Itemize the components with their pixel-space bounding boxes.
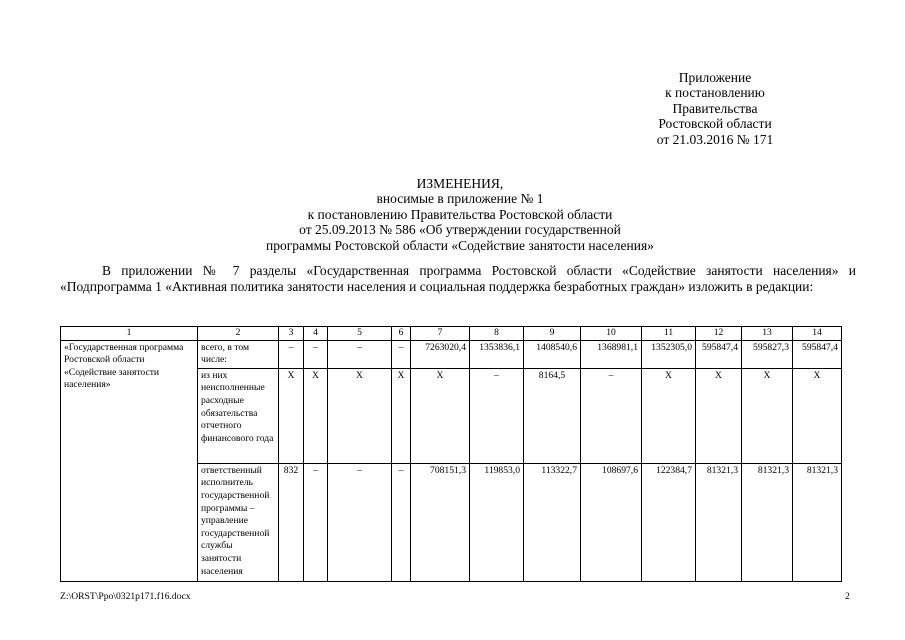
header-cell: 14	[793, 327, 842, 341]
value-cell: 1368981,1	[581, 340, 642, 368]
appendix-line: от 21.03.2016 № 171	[656, 131, 774, 147]
value-cell: X	[642, 368, 696, 463]
value-cell: –	[392, 463, 411, 581]
value-cell: X	[279, 368, 304, 463]
value-cell: 832	[279, 463, 304, 581]
document-title	[0, 176, 905, 253]
row-label-cell: всего, в том числе:	[198, 340, 279, 368]
appendix-line: к постановлению	[665, 85, 765, 101]
header-cell: 10	[581, 327, 642, 341]
header-cell: 9	[524, 327, 581, 341]
appendix-line: Правительства	[672, 100, 758, 116]
value-cell: –	[328, 463, 392, 581]
value-cell: X	[793, 368, 842, 463]
title-line: вносимые в приложение № 1	[376, 191, 544, 207]
value-cell: 8164,5	[524, 368, 581, 463]
value-cell: 81321,3	[742, 463, 793, 581]
title-line: программы Ростовской области «Содействие занятости населения»	[266, 237, 654, 253]
header-cell: 3	[279, 327, 304, 341]
value-cell: 108697,6	[581, 463, 642, 581]
title-heading: ИЗМЕНЕНИЯ,	[416, 176, 504, 191]
value-cell: –	[279, 340, 304, 368]
value-cell: –	[470, 368, 524, 463]
table-header-row	[61, 327, 842, 341]
value-cell: 595827,3	[742, 340, 793, 368]
title-line: к постановлению Правительства Ростовской области	[307, 206, 613, 222]
value-cell: 1353836,1	[470, 340, 524, 368]
header-cell: 12	[696, 327, 742, 341]
value-cell: –	[304, 463, 328, 581]
value-cell: –	[392, 340, 411, 368]
value-cell: X	[411, 368, 470, 463]
intro-text: В приложении № 7 разделы «Государственная программа Ростовской области «Содействие занятости населения» и «Подпрограмма 1 «Активная политика занятости населения и социальная поддержка безработных граждан» изложить в редакции:	[60, 263, 856, 294]
value-cell: 122384,7	[642, 463, 696, 581]
value-cell: X	[328, 368, 392, 463]
header-cell: 11	[642, 327, 696, 341]
row-label-cell: ответственный исполнитель государственной программы – управление государственной службы занятости населения	[198, 463, 279, 581]
expenditure-table	[60, 326, 842, 582]
value-cell: X	[304, 368, 328, 463]
table-row	[61, 340, 842, 368]
value-cell: 708151,3	[411, 463, 470, 581]
value-cell: X	[696, 368, 742, 463]
value-cell: 113322,7	[524, 463, 581, 581]
value-cell: 1352305,0	[642, 340, 696, 368]
program-name-cell: «Государственная программа Ростовской области «Содействие занятости населения»	[61, 340, 198, 581]
header-cell: 4	[304, 327, 328, 341]
title-line: от 25.09.2013 № 586 «Об утверждении государственной	[299, 222, 621, 238]
header-cell: 2	[198, 327, 279, 341]
value-cell: 81321,3	[793, 463, 842, 581]
row-label-cell: из них неисполненные расходные обязательства отчетного финансового года	[198, 368, 279, 463]
appendix-line: Приложение	[678, 70, 752, 85]
header-cell: 7	[411, 327, 470, 341]
header-cell: 1	[61, 327, 198, 341]
header-cell: 8	[470, 327, 524, 341]
value-cell: –	[581, 368, 642, 463]
value-cell: X	[742, 368, 793, 463]
appendix-line: Ростовской области	[658, 116, 772, 132]
value-cell: 7263020,4	[411, 340, 470, 368]
header-cell: 5	[328, 327, 392, 341]
value-cell: –	[304, 340, 328, 368]
value-cell: 119853,0	[470, 463, 524, 581]
intro-paragraph	[60, 263, 856, 295]
footer-file-path: Z:\ORST\Ppo\0321p171.f16.docx	[60, 591, 191, 602]
appendix-block	[615, 70, 815, 147]
value-cell: 595847,4	[696, 340, 742, 368]
header-cell: 6	[392, 327, 411, 341]
page-number: 2	[845, 591, 850, 602]
value-cell: –	[328, 340, 392, 368]
value-cell: X	[392, 368, 411, 463]
header-cell: 13	[742, 327, 793, 341]
value-cell: 595847,4	[793, 340, 842, 368]
value-cell: 1408540,6	[524, 340, 581, 368]
value-cell: 81321,3	[696, 463, 742, 581]
